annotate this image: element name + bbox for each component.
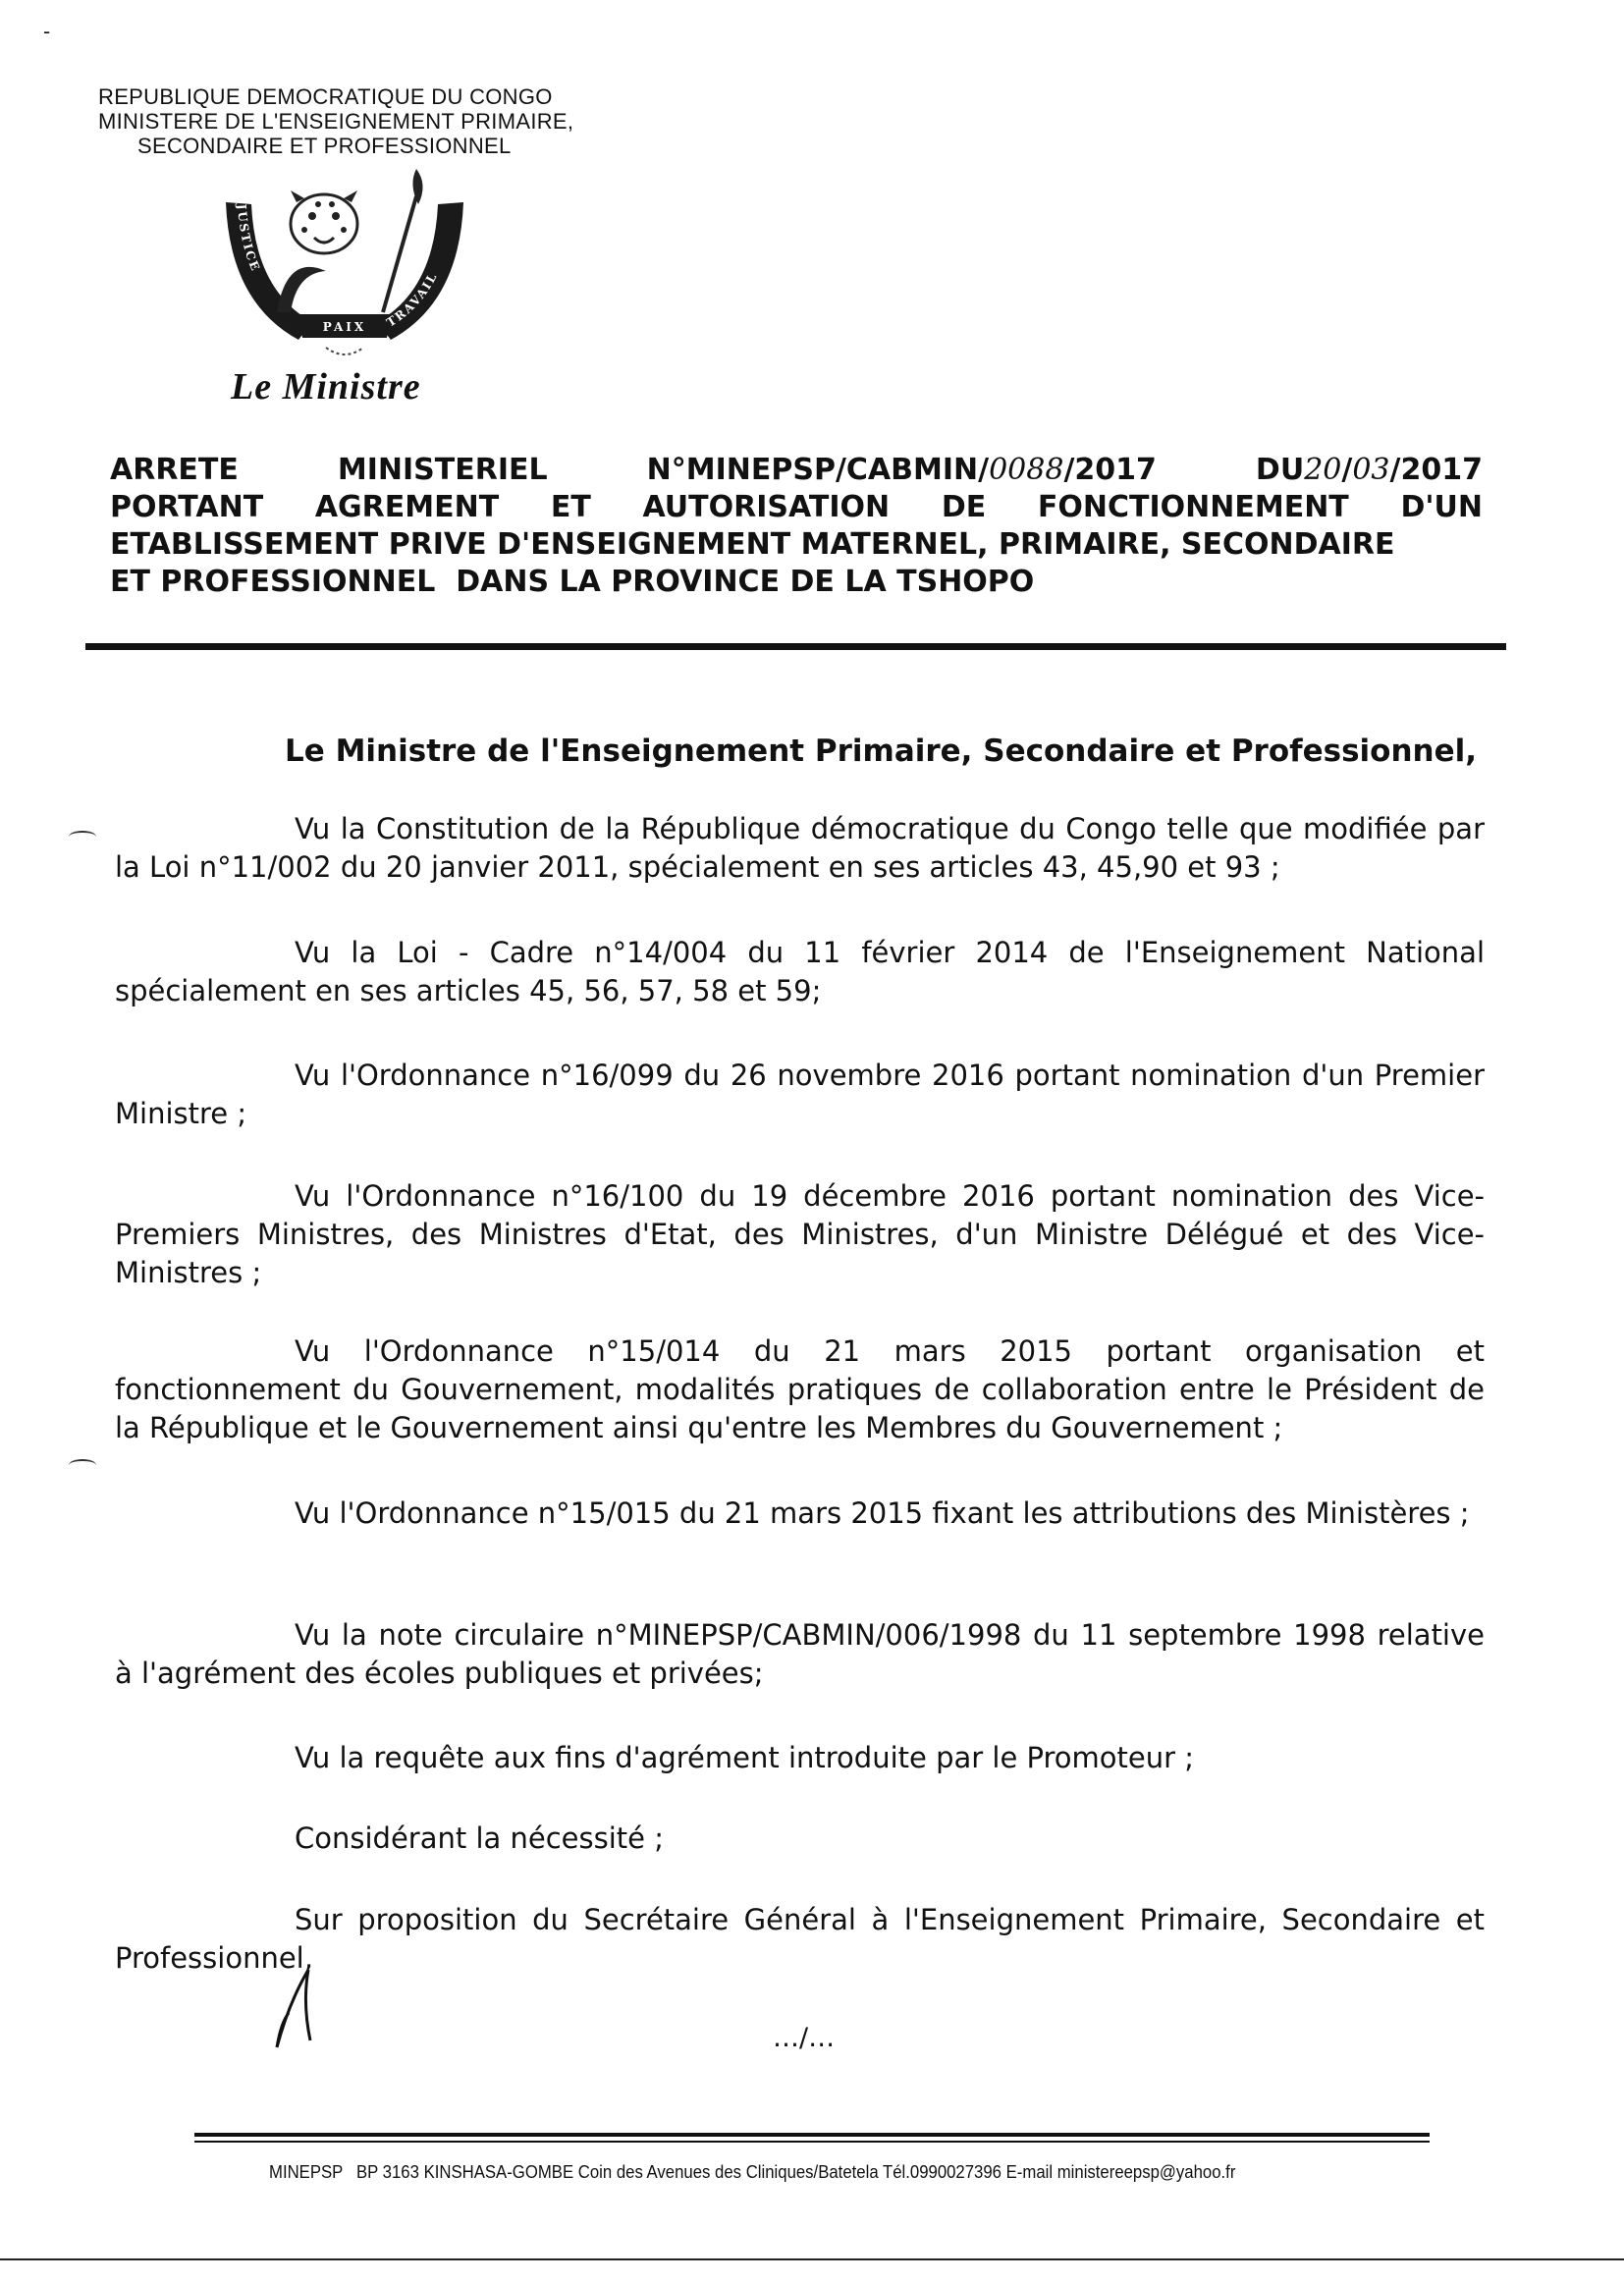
recital-ordonnance-gouvernement — [115, 1332, 1485, 1447]
paragraph-text: Vu l'Ordonnance n°16/100 du 19 décembre 2016 portant nomination des Vice-Premiers Ministres, des Ministres d'Etat, des Ministres, d'un Ministre Délégué et des Vice-Ministres ; — [115, 1179, 1485, 1289]
letterhead-country: REPUBLIQUE DEMOCRATIQUE DU CONGO — [98, 84, 553, 109]
recital-ordonnance-attributions — [115, 1495, 1485, 1533]
title-word: PORTANT — [110, 490, 264, 524]
scan-edge-line — [0, 2258, 1624, 2260]
recital-constitution — [115, 810, 1485, 887]
coat-of-arms-icon — [218, 165, 471, 371]
paragraph-text: Vu la Constitution de la République démocratique du Congo telle que modifiée par la Loi n°11/002 du 20 janvier 2011, spécialement en ses articles 43, 45,90 et 93 ; — [115, 812, 1485, 884]
recital-ordonnance-premier-ministre — [115, 1057, 1485, 1133]
title-divider — [85, 643, 1506, 650]
letterhead — [98, 84, 707, 158]
page-continuation-mark: …/… — [773, 2023, 836, 2053]
minister-signature-title: Le Ministre — [231, 366, 421, 408]
handwritten-decree-number: 0088 — [989, 453, 1064, 487]
footer-address: MINEPSP BP 3163 KINSHASA-GOMBE Coin des Avenues des Cliniques/Batetela Tél.0990027396 E-mail ministereepsp@yahoo.fr — [269, 2162, 1236, 2182]
title-word: D'UN — [1400, 490, 1483, 524]
recital-considerant — [115, 1820, 1485, 1858]
paragraph-text: Considérant la nécessité ; — [295, 1821, 664, 1855]
paragraph-text: Vu l'Ordonnance n°15/014 du 21 mars 2015 portant organisation et fonctionnement du Gouvernement, modalités pratiques de collaboration entre le Président de la République et le Gouvernement ainsi qu'entre les Membres du Gouvernement ; — [115, 1334, 1485, 1444]
title-word: FONCTIONNEMENT — [1037, 490, 1349, 524]
handwritten-day: 20 — [1304, 453, 1342, 487]
letterhead-ministry: MINISTERE DE L'ENSEIGNEMENT PRIMAIRE, — [98, 109, 574, 134]
emblem-motto-paix: PAIX — [322, 320, 367, 334]
title-line-2 — [110, 489, 1483, 526]
decree-year: /2017 — [1063, 453, 1157, 487]
title-word: MINISTERIEL — [337, 453, 548, 487]
decree-date-year: /2017 — [1389, 453, 1483, 487]
decree-date — [1256, 452, 1483, 489]
decree-title — [110, 452, 1483, 601]
footer-divider — [194, 2133, 1430, 2137]
title-word: DE — [941, 490, 987, 524]
emblem-motto-travail: TRAVAIL — [384, 269, 441, 330]
date-separator: / — [1341, 453, 1353, 487]
letterhead-ministry-cont: SECONDAIRE ET PROFESSIONNEL — [137, 134, 512, 158]
title-word: AGREMENT — [314, 490, 500, 524]
paragraph-text: Vu la note circulaire n°MINEPSP/CABMIN/006/1998 du 11 septembre 1998 relative à l'agrément des écoles publiques et privées; — [115, 1618, 1485, 1690]
coat-of-arms-emblem — [218, 165, 471, 371]
title-word: AUTORISATION — [642, 490, 891, 524]
title-line-1 — [110, 452, 1483, 489]
recital-requete — [115, 1739, 1485, 1777]
scan-mark: - — [43, 20, 51, 43]
handwritten-month: 03 — [1352, 453, 1390, 487]
title-word: ARRETE — [110, 453, 239, 487]
margin-mark — [69, 831, 96, 843]
paragraph-text: Vu la Loi - Cadre n°14/004 du 11 février 2014 de l'Enseignement National spécialement en ses articles 45, 56, 57, 58 et 59; — [115, 936, 1485, 1007]
footer-divider-thin — [194, 2141, 1430, 2143]
title-line-4: ET PROFESSIONNEL DANS LA PROVINCE DE LA TSHOPO — [110, 565, 1035, 599]
recital-loi-cadre — [115, 934, 1485, 1010]
minister-heading: Le Ministre de l'Enseignement Primaire, Secondaire et Professionnel, — [285, 734, 1478, 769]
margin-mark — [69, 1459, 96, 1471]
title-line-3: ETABLISSEMENT PRIVE D'ENSEIGNEMENT MATERNEL, PRIMAIRE, SECONDAIRE — [110, 527, 1395, 562]
decree-number — [647, 452, 1157, 489]
decree-date-prefix: DU — [1255, 453, 1305, 487]
handwritten-initials — [267, 1964, 326, 2069]
recital-note-circulaire — [115, 1616, 1485, 1693]
decree-prefix: N°MINEPSP/CABMIN/ — [646, 453, 990, 487]
paragraph-text: Sur proposition du Secrétaire Général à l'Enseignement Primaire, Secondaire et Professionnel, — [115, 1903, 1485, 1975]
paragraph-text: Vu la requête aux fins d'agrément introduite par le Promoteur ; — [295, 1741, 1195, 1774]
initials-icon — [267, 1964, 326, 2052]
paragraph-text: Vu l'Ordonnance n°16/099 du 26 novembre 2016 portant nomination d'un Premier Ministre ; — [115, 1059, 1485, 1130]
title-word: ET — [550, 490, 591, 524]
paragraph-text: Vu l'Ordonnance n°15/015 du 21 mars 2015 fixant les attributions des Ministères ; — [295, 1496, 1470, 1530]
emblem-motto-justice: JUSTICE — [234, 203, 263, 275]
recital-ordonnance-ministres — [115, 1177, 1485, 1292]
